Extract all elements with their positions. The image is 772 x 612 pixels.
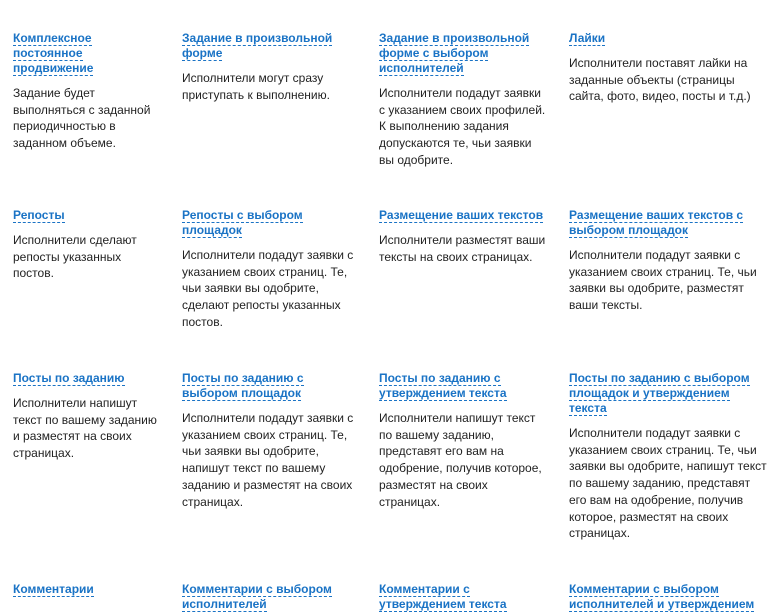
service-description: Исполнители подадут заявки с указанием своих страниц. Те, чьи заявки вы одобрите, разместят ваши тексты. xyxy=(569,248,757,313)
service-description: Исполнители подадут заявки с указанием своих страниц. Те, чьи заявки вы одобрите, напишут текст по вашему заданию и разместят на своих страницах. xyxy=(182,411,354,509)
service-description: Задание будет выполняться с заданной периодичностью в заданном объеме. xyxy=(13,86,151,151)
service-card-comments-select-performers xyxy=(182,582,362,612)
service-title-link[interactable]: Посты по заданию с выбором площадок xyxy=(182,371,304,400)
service-card-posts-by-task xyxy=(13,371,163,462)
service-title-link[interactable]: Комментарии с выбором исполнителей xyxy=(182,582,332,611)
service-title-link[interactable]: Репосты с выбором площадок xyxy=(182,208,303,237)
service-title-link[interactable]: Комментарии с выбором исполнителей и утверждением xyxy=(569,582,755,611)
service-description: Исполнители могут сразу приступать к выполнению. xyxy=(182,71,330,102)
service-card-posts-approve-text xyxy=(379,371,549,510)
service-title-link[interactable]: Посты по заданию с утверждением текста xyxy=(379,371,507,400)
service-title-link[interactable]: Комментарии xyxy=(13,582,94,596)
service-description: Исполнители подадут заявки с указанием своих страниц. Те, чьи заявки вы одобрите, напишут текст по вашему заданию, представят его вам на одобрение, получив которое, разместят на своих страницах. xyxy=(569,426,767,541)
service-title-link[interactable]: Лайки xyxy=(569,31,606,45)
service-card-freeform-task-select-performers xyxy=(379,31,549,169)
service-title-link[interactable]: Размещение ваших текстов с выбором площадок xyxy=(569,208,744,237)
service-card-reposts-select-platforms xyxy=(182,208,362,331)
service-title-link[interactable]: Задание в произвольной форме xyxy=(182,31,333,60)
service-card-posts-select-platforms-approve-text xyxy=(569,371,767,542)
service-card-place-texts xyxy=(379,208,549,265)
service-description: Исполнители напишут текст по вашему заданию и разместят на своих страницах. xyxy=(13,396,157,461)
service-card-complex-promotion xyxy=(13,31,163,152)
service-description: Исполнители сделают репосты указанных постов. xyxy=(13,233,137,281)
service-description: Исполнители подадут заявки с указанием своих страниц. Те, чьи заявки вы одобрите, сделают репосты указанных постов. xyxy=(182,248,354,329)
service-title-link[interactable]: Размещение ваших текстов xyxy=(379,208,544,222)
service-description: Исполнители поставят лайки на заданные объекты (страницы сайта, фото, видео, посты и т.д.) xyxy=(569,56,751,104)
service-card-reposts xyxy=(13,208,163,282)
service-title-link[interactable]: Задание в произвольной форме с выбором исполнителей xyxy=(379,31,530,75)
service-description: Исполнители подадут заявки с указанием своих профилей. К выполнению задания допускаются те, чьи заявки вы одобрите. xyxy=(379,86,546,167)
service-card-freeform-task xyxy=(182,31,362,103)
service-description: Исполнители напишут текст по вашему заданию, представят его вам на одобрение, получив которое, разместят на своих страницах. xyxy=(379,411,542,509)
service-card-place-texts-select-platforms xyxy=(569,208,767,314)
service-description: Исполнители разместят ваши тексты на своих страницах. xyxy=(379,233,546,264)
service-title-link[interactable]: Посты по заданию xyxy=(13,371,125,385)
service-title-link[interactable]: Комментарии с утверждением текста xyxy=(379,582,507,611)
service-card-comments-approve-text xyxy=(379,582,549,612)
service-title-link[interactable]: Комплексное постоянное продвижение xyxy=(13,31,94,75)
service-title-link[interactable]: Посты по заданию с выбором площадок и утверждением текста xyxy=(569,371,750,415)
service-card-posts-select-platforms xyxy=(182,371,362,510)
service-title-link[interactable]: Репосты xyxy=(13,208,65,222)
service-card-comments-select-performers-approve xyxy=(569,582,767,612)
service-card-likes xyxy=(569,31,767,105)
service-card-comments xyxy=(13,582,163,597)
